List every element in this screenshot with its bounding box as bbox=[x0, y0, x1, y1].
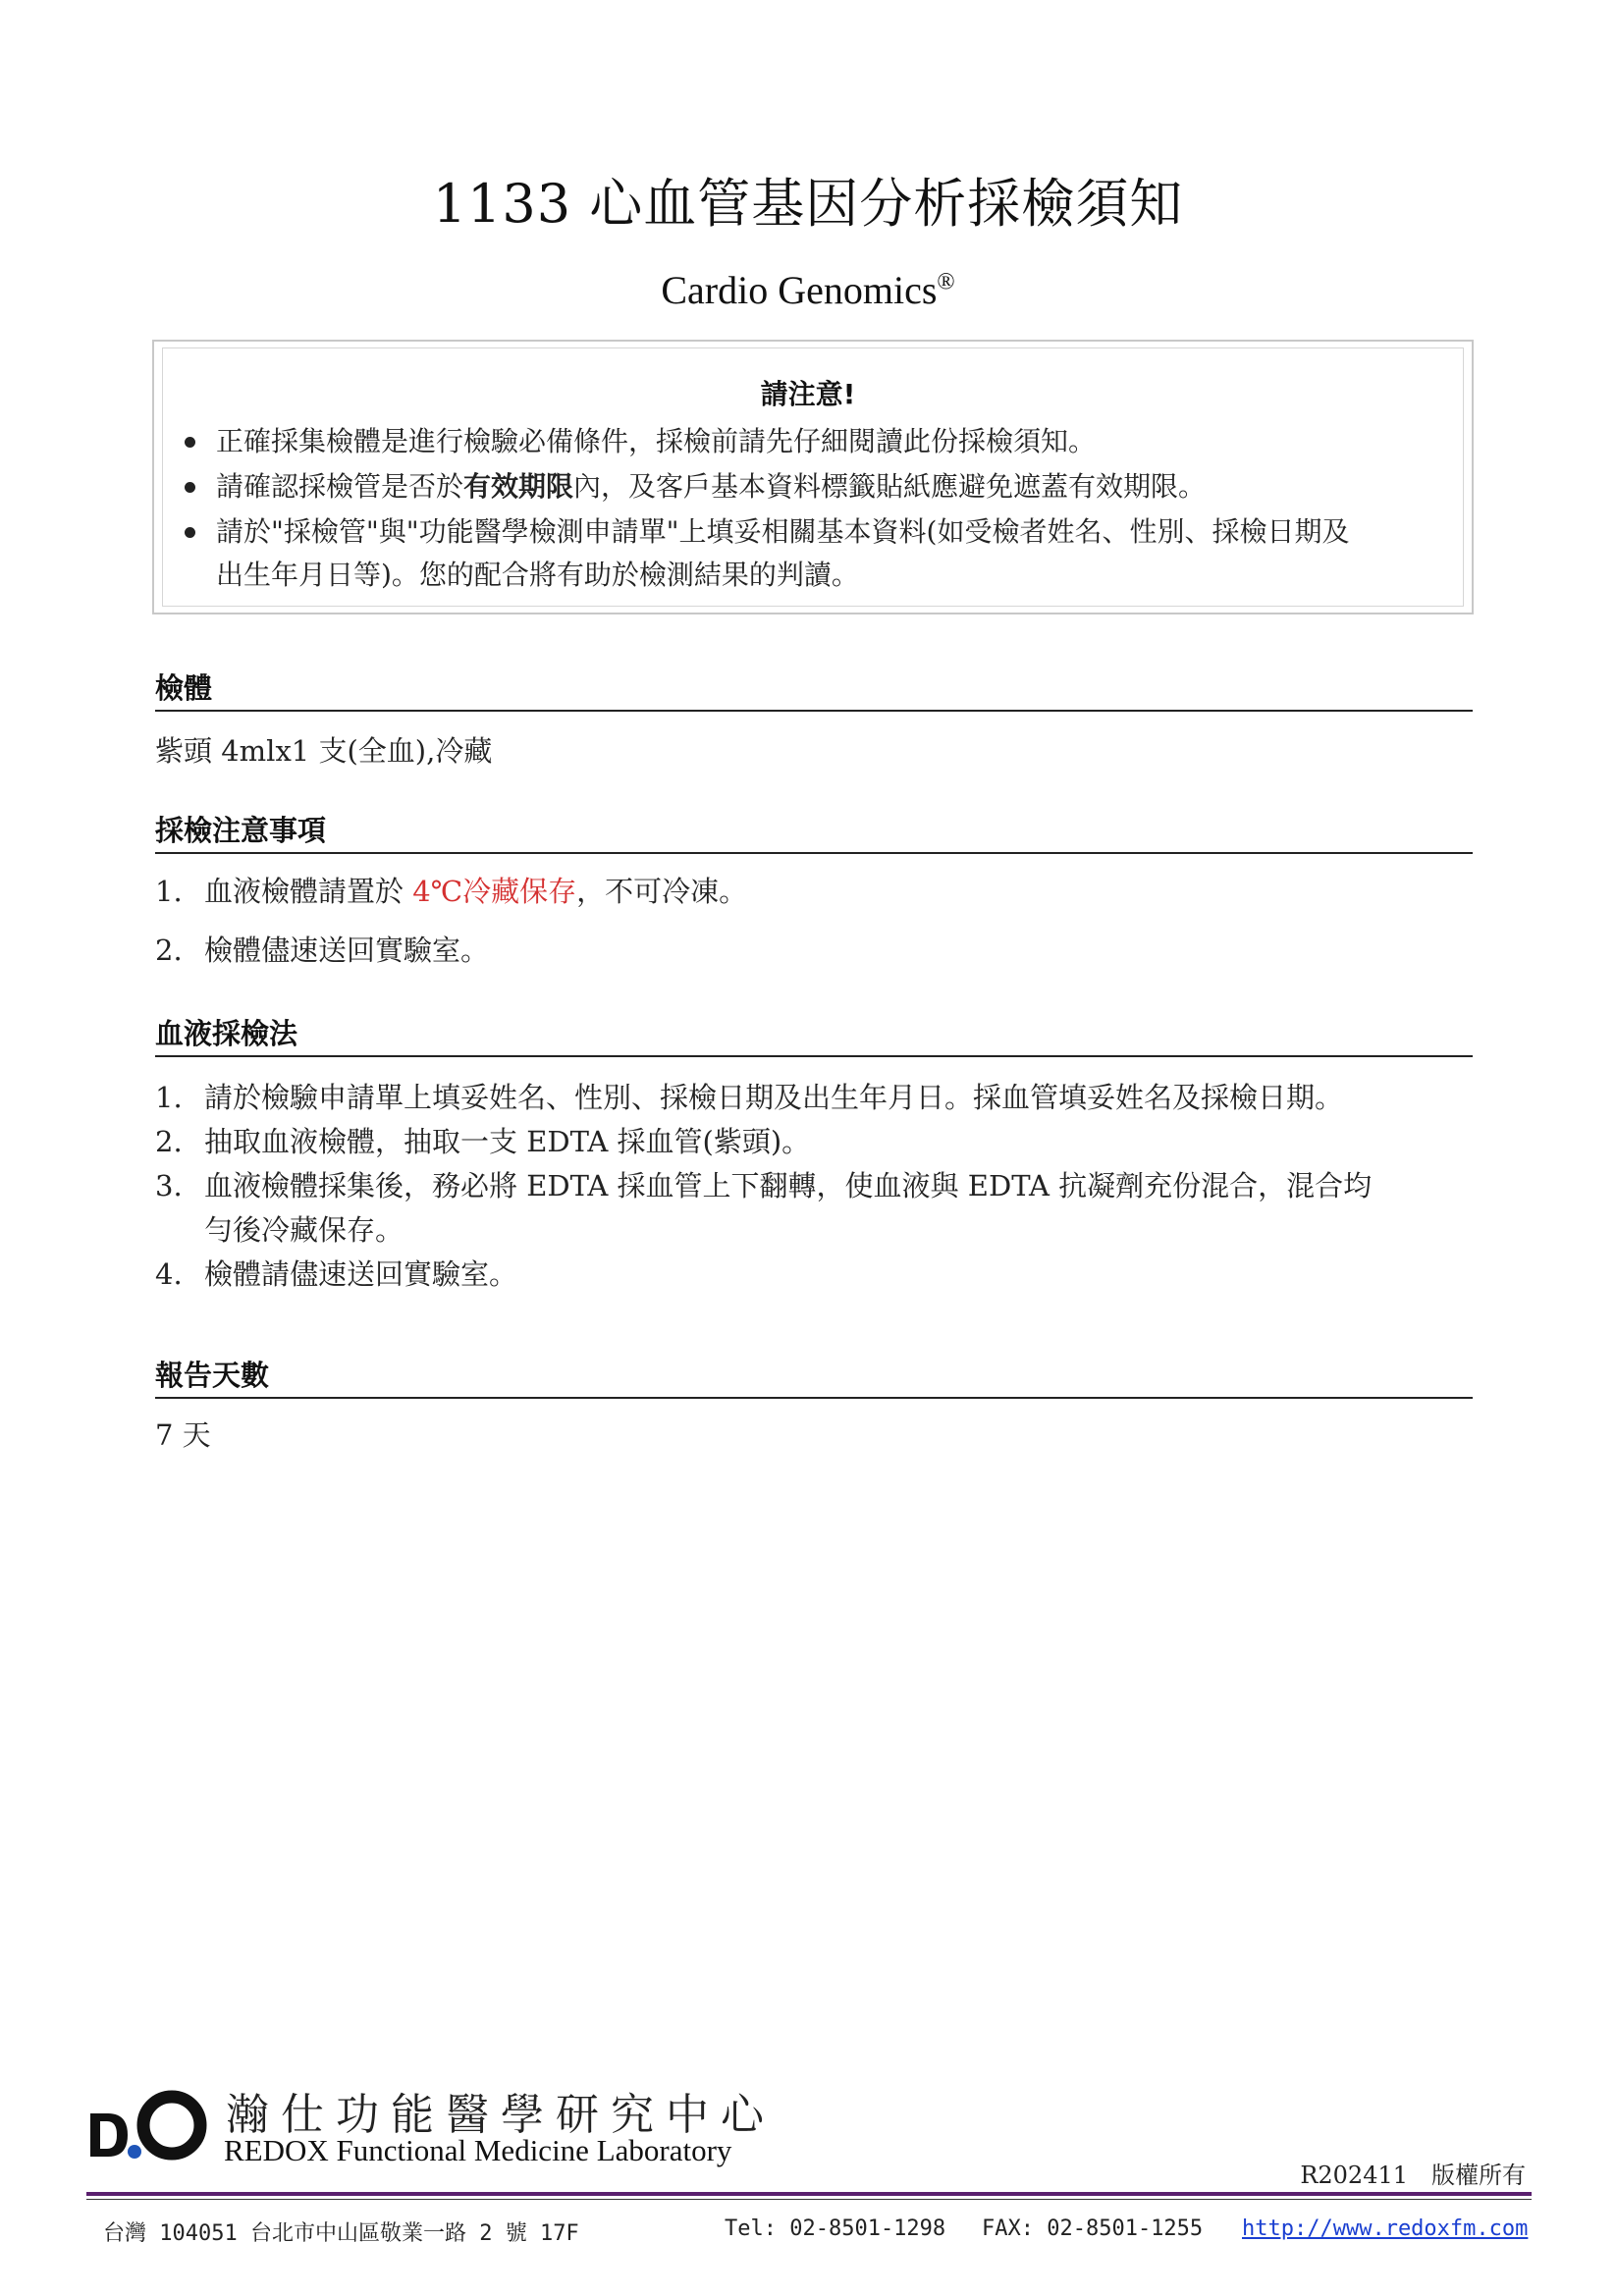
notice-item: 正確採集檢體是進行檢驗必備條件，採檢前請先仔細閱讀此份採檢須知。 bbox=[179, 420, 1455, 463]
footer-address: 台灣 104051 台北市中山區敬業一路 2 號 17F bbox=[103, 2221, 579, 2246]
list-item: 1. 血液檢體請置於 4℃冷藏保存，不可冷凍。 bbox=[155, 875, 748, 908]
notice-item: 請確認採檢管是否於有效期限內，及客戶基本資料標籤貼紙應避免遮蓋有效期限。 bbox=[179, 465, 1455, 508]
specimen-text: 紫頭 4mlx1 支(全血),冷藏 bbox=[155, 734, 493, 768]
redox-do-logo-icon bbox=[88, 2086, 211, 2164]
list-item: 1. 請於檢驗申請單上填妥姓名、性別、採檢日期及出生年月日。採血管填妥姓名及採檢日期。 bbox=[155, 1081, 1344, 1114]
list-item: 4. 檢體請儘速送回實驗室。 bbox=[155, 1257, 518, 1291]
footer-divider-thin bbox=[86, 2199, 1532, 2200]
blood-method-list bbox=[155, 1076, 1476, 1297]
list-item: 2. 抽取血液檢體，抽取一支 EDTA 採血管(紫頭)。 bbox=[155, 1125, 811, 1158]
notice-item: 請於"採檢管"與"功能醫學檢測申請單"上填妥相關基本資料(如受檢者姓名、性別、採檢日期及 出生年月日等)。您的配合將有助於檢測結果的判讀。 bbox=[179, 510, 1455, 597]
section-heading-report-days: 報告天數 bbox=[155, 1358, 1473, 1399]
list-item: 3. 血液檢體採集後，務必將 EDTA 採血管上下翻轉，使血液與 EDTA 抗凝劑充份混合，混合均 勻後冷藏保存。 bbox=[155, 1169, 1373, 1247]
registered-mark: ® bbox=[937, 269, 955, 295]
subtitle-text: Cardio Genomics bbox=[661, 268, 938, 312]
expiry-emphasis: 有效期限 bbox=[463, 470, 574, 503]
revision-copyright: R202411 版權所有 bbox=[1300, 2162, 1526, 2189]
report-days-text: 7 天 bbox=[155, 1418, 211, 1452]
list-item: 2. 檢體儘速送回實驗室。 bbox=[155, 934, 490, 967]
footer-fax: FAX: 02-8501-1255 bbox=[982, 2216, 1204, 2241]
section-heading-specimen: 檢體 bbox=[155, 670, 1473, 712]
footer-divider bbox=[86, 2192, 1532, 2196]
notice-list bbox=[179, 420, 1455, 599]
bullet-icon bbox=[185, 527, 195, 538]
page-subtitle bbox=[0, 267, 1616, 313]
storage-temp-highlight: 4℃冷藏保存 bbox=[412, 875, 577, 908]
lab-name-english: REDOX Functional Medicine Laboratory bbox=[224, 2133, 732, 2167]
precautions-list bbox=[155, 872, 1476, 970]
bullet-icon bbox=[185, 437, 195, 448]
bullet-icon bbox=[185, 482, 195, 493]
footer-website[interactable] bbox=[1242, 2216, 1528, 2241]
notice-heading: 請注意! bbox=[760, 378, 856, 410]
page-title: 1133 心血管基因分析採檢須知 bbox=[432, 173, 1184, 235]
footer-tel: Tel: 02-8501-1298 bbox=[725, 2216, 946, 2241]
section-heading-blood-method: 血液採檢法 bbox=[155, 1016, 1473, 1057]
lab-name-chinese: 瀚仕功能醫學研究中心 bbox=[226, 2090, 776, 2140]
section-heading-precautions: 採檢注意事項 bbox=[155, 813, 1473, 854]
website-link[interactable]: http://www.redoxfm.com bbox=[1242, 2216, 1529, 2241]
